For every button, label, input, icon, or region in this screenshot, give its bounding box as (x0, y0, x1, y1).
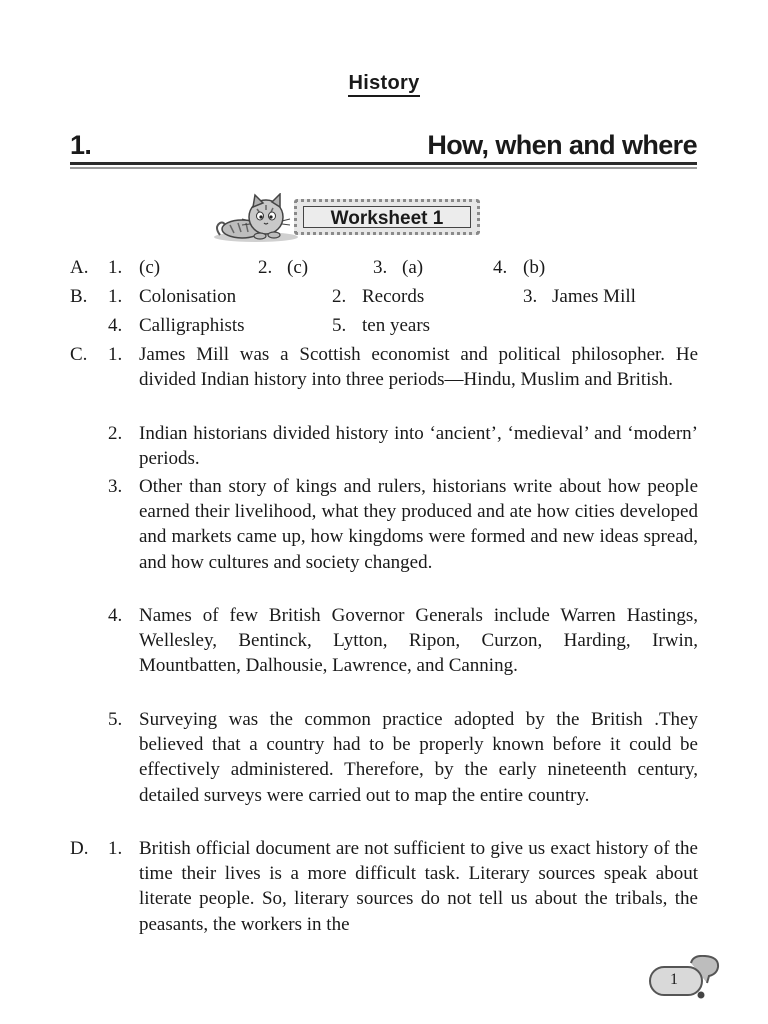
answer-value: Colonisation (139, 286, 237, 307)
answer-number: 4. (493, 257, 508, 278)
section-c-label: C. (70, 344, 88, 365)
answer-paragraph: James Mill was a Scottish economist and political philosopher. He divided Indian history into three periods—Hindu, Muslim and British. (139, 344, 698, 391)
chapter-rule (70, 162, 697, 165)
answer-number: 3. (108, 476, 123, 497)
answer-value: Records (362, 286, 425, 307)
answer-paragraph: Surveying was the common practice adopted by the British .They believed that a country had to be properly known before it could be effectively administered. Therefore, by the early nineteenth century, detailed surveys were carried out to map the entire country. (139, 709, 698, 806)
answer-number: 3. (373, 257, 388, 278)
answer-number: 5. (332, 315, 347, 336)
chapter-rule-shadow (70, 167, 697, 169)
chapter-number: 1. (70, 130, 92, 160)
answer-value: (c) (287, 257, 309, 278)
answer-number: 1. (108, 257, 123, 278)
subject-heading: History (0, 72, 768, 97)
answer-number: 3. (523, 286, 538, 307)
answer-number: 1. (108, 286, 123, 307)
answer-value: James Mill (552, 286, 636, 307)
chapter-title: How, when and where (427, 130, 697, 160)
answer-value: (a) (402, 257, 424, 278)
answer-number: 2. (332, 286, 347, 307)
answer-number: 4. (108, 605, 123, 626)
answer-paragraph: British official document are not sufficient to give us exact history of the time their lives is a more difficult task. Literary sources speak about literate people. So, literary sources do not tell us about the tribals, the peasants, the workers in the (139, 838, 698, 935)
answer-paragraph: Indian historians divided history into ‘ancient’, ‘medieval’ and ‘modern’ periods. (139, 423, 698, 470)
worksheet-label: Worksheet 1 (303, 206, 471, 228)
answer-paragraph: Other than story of kings and rulers, historians write about how people earned their livelihood, what they produced and ate how cities developed and markets came up, how kingdoms were formed and new ideas spread, and how cultures and society changed. (139, 476, 698, 573)
answer-value: (c) (139, 257, 161, 278)
answer-value: (b) (523, 257, 546, 278)
answer-number: 2. (258, 257, 273, 278)
answer-paragraph: Names of few British Governor Generals include Warren Hastings, Wellesley, Bentinck, Lytton, Ripon, Curzon, Harding, Irwin, Mountbatten, Dalhousie, Lawrence, and Canning. (139, 605, 698, 677)
page-number: 1 (670, 971, 678, 988)
answer-value: Calligraphists (139, 315, 245, 336)
cat-icon (210, 193, 302, 243)
section-b-label: B. (70, 286, 88, 307)
answer-value: ten years (362, 315, 431, 336)
answer-number: 4. (108, 315, 123, 336)
answer-number: 1. (108, 838, 123, 859)
answer-number: 2. (108, 423, 123, 444)
answer-number: 1. (108, 344, 123, 365)
section-a-label: A. (70, 257, 89, 278)
worksheet-badge (294, 199, 480, 235)
worksheet-banner (210, 193, 480, 243)
section-d-label: D. (70, 838, 89, 859)
answer-number: 5. (108, 709, 123, 730)
